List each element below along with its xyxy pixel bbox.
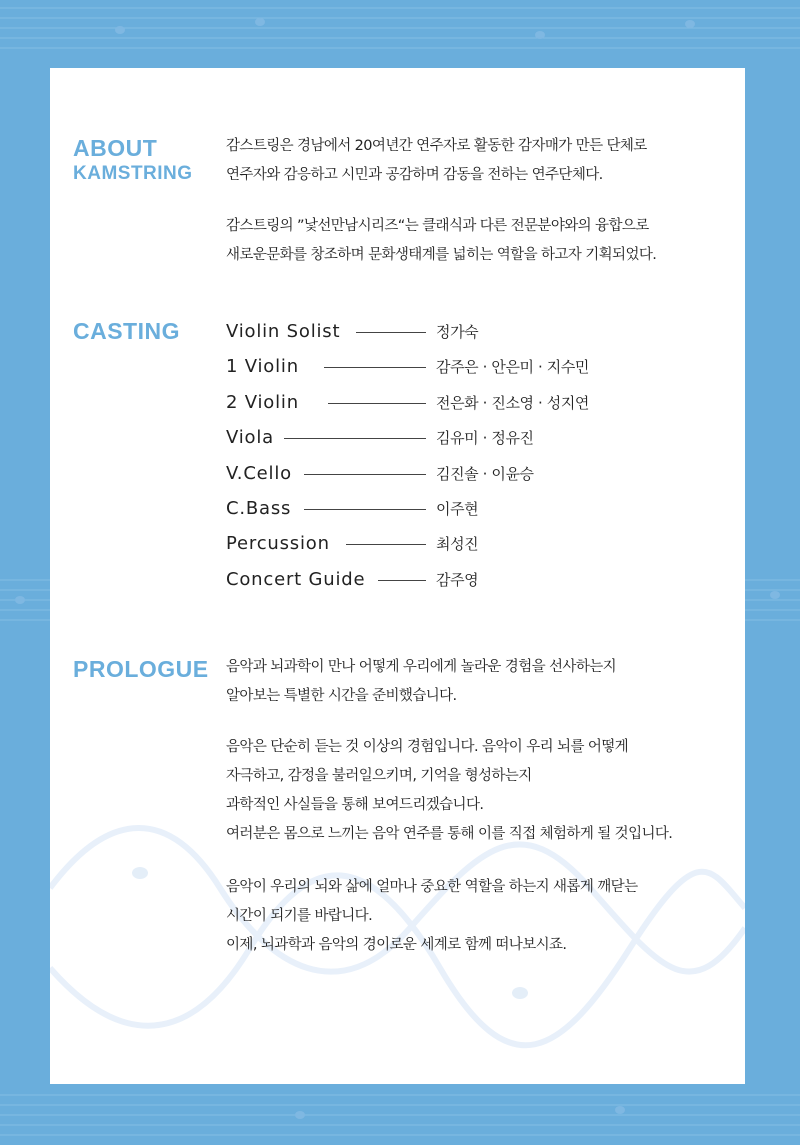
about-heading-line2: KAMSTRING: [73, 163, 193, 184]
cast-row: [226, 565, 706, 595]
cast-role: 1 Violin: [226, 356, 299, 377]
prologue-paragraph-1: [226, 653, 726, 711]
cast-row: [226, 388, 706, 418]
about-heading-line1: ABOUT: [73, 135, 158, 161]
cast-leader-line: [328, 403, 426, 404]
text-line: 과학적인 사실들을 통해 보여드리겠습니다.: [226, 797, 484, 813]
text-line: 여러분은 몸으로 느끼는 음악 연주를 통해 이를 직접 체험하게 될 것입니다.: [226, 826, 673, 842]
cast-row: [226, 423, 706, 453]
cast-role: 2 Violin: [226, 392, 299, 413]
cast-name: 감주은 · 안은미 · 지수민: [436, 358, 590, 376]
cast-row: [226, 352, 706, 382]
cast-name: 정가숙: [436, 323, 479, 341]
cast-leader-line: [356, 332, 426, 333]
text-line: 음악이 우리의 뇌와 삶에 얼마나 중요한 역할을 하는지 새롭게 깨닫는: [226, 879, 638, 895]
text-line: 음악과 뇌과학이 만나 어떻게 우리에게 놀라운 경험을 선사하는지: [226, 659, 617, 675]
cast-role: Concert Guide: [226, 569, 366, 590]
cast-leader-line: [346, 544, 426, 545]
cast-name: 김진솔 · 이윤승: [436, 465, 534, 483]
prologue-paragraph-3: [226, 873, 726, 960]
cast-role: Percussion: [226, 533, 330, 554]
program-card: [50, 68, 745, 1084]
cast-name: 감주영: [436, 571, 479, 589]
text-line: 자극하고, 감정을 불러일으키며, 기억을 형성하는지: [226, 768, 532, 784]
cast-role: Violin Solist: [226, 321, 341, 342]
prologue-paragraph-2: [226, 733, 726, 849]
text-line: 감스트링은 경남에서 20여년간 연주자로 활동한 감자매가 만든 단체로: [226, 138, 647, 154]
casting-heading: CASTING: [73, 318, 180, 344]
cast-row: [226, 459, 706, 489]
text-line: 이제, 뇌과학과 음악의 경이로운 세계로 함께 떠나보시죠.: [226, 937, 567, 953]
cast-leader-line: [378, 580, 426, 581]
cast-leader-line: [304, 509, 426, 510]
text-line: 감스트링의 ”낯선만남시리즈“는 클래식과 다른 전문분야와의 융합으로: [226, 218, 649, 234]
cast-role: V.Cello: [226, 463, 292, 484]
text-line: 새로운문화를 창조하며 문화생태계를 넓히는 역할을 하고자 기획되었다.: [226, 247, 657, 263]
cast-name: 전은화 · 진소영 · 성지연: [436, 394, 590, 412]
text-line: 음악은 단순히 듣는 것 이상의 경험입니다. 음악이 우리 뇌를 어떻게: [226, 739, 629, 755]
cast-row: [226, 494, 706, 524]
about-heading: [73, 135, 193, 187]
cast-role: Viola: [226, 427, 274, 448]
cast-leader-line: [324, 367, 426, 368]
text-line: 시간이 되기를 바랍니다.: [226, 908, 373, 924]
about-paragraph-1: [226, 132, 726, 190]
cast-name: 이주현: [436, 500, 479, 518]
text-line: 연주자와 감응하고 시민과 공감하며 감동을 전하는 연주단체다.: [226, 167, 603, 183]
cast-name: 최성진: [436, 535, 479, 553]
cast-row: [226, 317, 706, 347]
cast-row: [226, 529, 706, 559]
about-paragraph-2: [226, 212, 726, 270]
cast-name: 김유미 · 정유진: [436, 429, 534, 447]
cast-leader-line: [304, 474, 426, 475]
text-line: 알아보는 특별한 시간을 준비했습니다.: [226, 688, 457, 704]
cast-role: C.Bass: [226, 498, 292, 519]
cast-leader-line: [284, 438, 426, 439]
prologue-heading: PROLOGUE: [73, 656, 209, 682]
